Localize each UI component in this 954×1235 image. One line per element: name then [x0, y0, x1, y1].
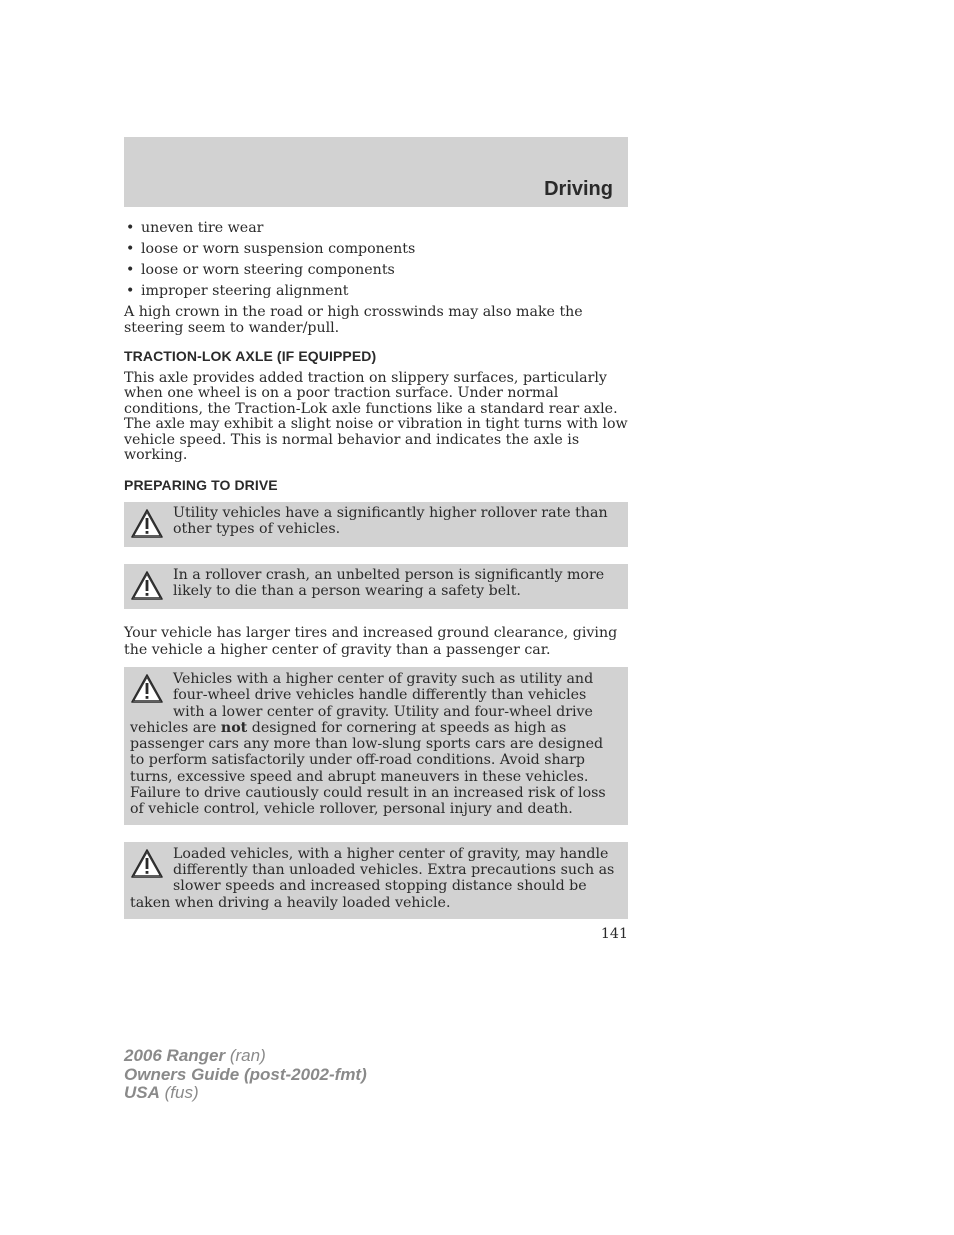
- page-content: [124, 221, 628, 919]
- list-item: • uneven tire wear: [126, 220, 264, 236]
- warning-text: Vehicles with a higher center of gravity such as utility and four-wheel drive vehicles handle differently than vehicles with a lower center of gravity. Utility and four-wheel drive vehicles are not designed for cornering at speeds as high as passenger cars any more than low-slung sports cars are designed to perform satisfactorily under off-road conditions. Avoid sharp turns, excessive speed and abrupt maneuvers in these vehicles. Failure to drive cautiously could result in an increased risk of loss of vehicle control, vehicle rollover, personal injury and death.: [130, 671, 606, 818]
- warning-text: In a rollover crash, an unbelted person is significantly more likely to die than a person wearing a safety belt.: [173, 567, 605, 599]
- center-of-gravity-paragraph: Your vehicle has larger tires and increased ground clearance, giving the vehicle a higher center of gravity than a passenger car.: [124, 625, 618, 658]
- unbelted-rollover-warning: [124, 564, 628, 609]
- section-header-band: [124, 137, 628, 207]
- preparing-to-drive-heading: PREPARING TO DRIVE: [124, 476, 278, 493]
- crown-paragraph: A high crown in the road or high crosswinds may also make the steering seem to wander/pull.: [124, 304, 583, 336]
- rollover-rate-warning: [124, 502, 628, 547]
- emphasis-not: not: [220, 719, 248, 736]
- list-item: • loose or worn suspension components: [126, 241, 416, 257]
- symptom-list: [124, 221, 628, 300]
- warning-triangle-icon: [130, 673, 164, 705]
- bullet-glyph: •: [126, 241, 135, 257]
- warning-text: Utility vehicles have a significantly higher rollover rate than other types of vehicles.: [173, 505, 608, 537]
- list-item: • loose or worn steering components: [126, 262, 395, 278]
- traction-lok-heading: TRACTION-LOK AXLE (IF EQUIPPED): [124, 348, 377, 364]
- bullet-glyph: •: [126, 283, 135, 299]
- warning-triangle-icon: [130, 848, 164, 880]
- warning-triangle-icon: [130, 508, 164, 540]
- traction-lok-paragraph: This axle provides added traction on slippery surfaces, particularly when one wheel is on a poor traction surface. Under normal conditions, the Traction-Lok axle functions like a standard rear axle. The axle may exhibit a slight noise or vibration in tight turns with low vehicle speed. This is normal behavior and indicates the axle is working.: [124, 369, 628, 463]
- footer-line-guide: Owners Guide (post-2002-fmt): [124, 1064, 367, 1084]
- footer-line-model: 2006 Ranger (ran): [124, 1046, 266, 1065]
- bullet-glyph: •: [126, 262, 135, 278]
- document-footer: [124, 1047, 367, 1103]
- warning-triangle-icon: [130, 570, 164, 602]
- loaded-vehicle-warning: [124, 842, 628, 919]
- list-item: • improper steering alignment: [126, 283, 349, 299]
- bullet-glyph: •: [126, 220, 135, 236]
- page-number: 141: [600, 926, 628, 942]
- center-of-gravity-warning: [124, 667, 628, 825]
- section-title: Driving: [544, 178, 613, 200]
- warning-text: Loaded vehicles, with a higher center of gravity, may handle differently than unloaded vehicles. Extra precautions such as slower speeds and increased stopping distance should be taken when driving a heavily loaded vehicle.: [130, 845, 615, 911]
- footer-line-market: USA (fus): [124, 1083, 199, 1102]
